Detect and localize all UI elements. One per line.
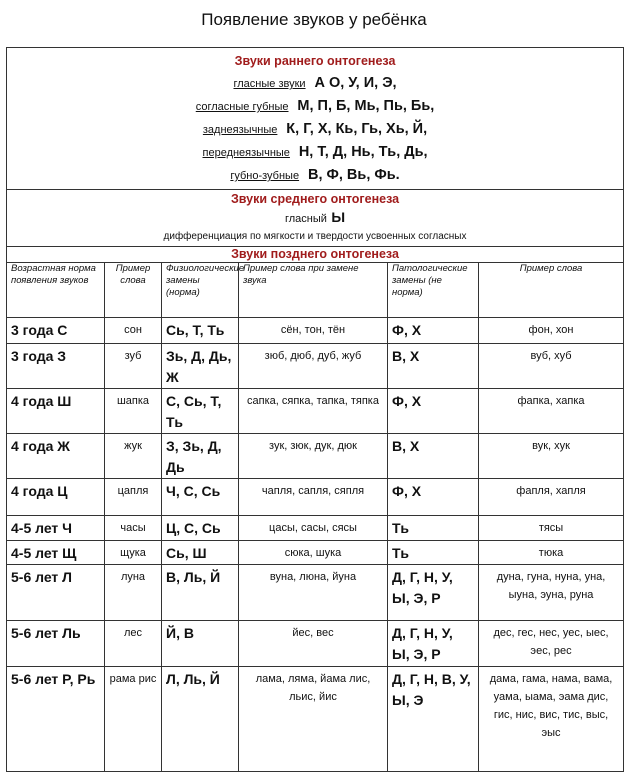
age-cell: 5-6 лет Ль: [7, 621, 105, 667]
early-line-sounds: А О, У, И, Э,: [314, 75, 397, 91]
physiological-cell: Сь, Т, Ть: [162, 318, 239, 344]
pathological-cell: Ть: [388, 516, 479, 541]
pathological-example-cell: фапля, хапля: [479, 479, 624, 516]
physiological-cell: Ч, С, Сь: [162, 479, 239, 516]
pathological-cell: Д, Г, Н, У, Ы, Э, Р: [388, 621, 479, 667]
age-cell: 4-5 лет Ч: [7, 516, 105, 541]
physiological-cell: Й, В: [162, 621, 239, 667]
pathological-example-cell: фон, хон: [479, 318, 624, 344]
physiological-example-cell: сюка, шука: [239, 541, 388, 565]
early-line-sounds: В, Ф, Вь, Фь.: [307, 167, 400, 183]
example-cell: лес: [105, 621, 162, 667]
table-row: [7, 434, 624, 479]
age-cell: 4 года Ц: [7, 479, 105, 516]
example-cell: луна: [105, 565, 162, 621]
early-line-sounds: К, Г, Х, Кь, Гь, Хь, Й,: [286, 121, 428, 137]
example-cell: шапка: [105, 389, 162, 434]
pathological-example-cell: вук, хук: [479, 434, 624, 479]
age-cell: 4 года Ш: [7, 389, 105, 434]
early-line-label: губно-зубные: [230, 170, 300, 182]
physiological-cell: Сь, Ш: [162, 541, 239, 565]
early-line-label: согласные губные: [195, 101, 289, 113]
table-row: [7, 318, 624, 344]
pathological-cell: Ть: [388, 541, 479, 565]
example-cell: зуб: [105, 344, 162, 389]
table-row: [7, 479, 624, 516]
column-header: Пример слова при замене звука: [239, 263, 388, 318]
table-row: [7, 389, 624, 434]
pathological-example-cell: дуна, гуна, нуна, уна, ыуна, эуна, руна: [479, 565, 624, 621]
physiological-cell: Зь, Д, Дь, Ж: [162, 344, 239, 389]
late-heading-row: [7, 247, 624, 263]
column-header: Патологические замены (не норма): [388, 263, 479, 318]
example-cell: цапля: [105, 479, 162, 516]
early-line: [11, 95, 619, 118]
physiological-example-cell: сён, тон, тён: [239, 318, 388, 344]
middle-heading: Звуки среднего онтогенеза: [230, 192, 400, 206]
physiological-example-cell: вуна, люна, йуна: [239, 565, 388, 621]
late-rows: [7, 318, 624, 772]
early-line-label: заднеязычные: [202, 124, 278, 136]
physiological-example-cell: лама, ляма, йама лис, льис, йис: [239, 667, 388, 772]
early-section: [7, 48, 624, 190]
early-line-label: гласные звуки: [233, 78, 306, 90]
early-line: [11, 141, 619, 164]
middle-section: [7, 190, 624, 247]
example-cell: часы: [105, 516, 162, 541]
physiological-cell: З, Зь, Д, Дь: [162, 434, 239, 479]
table-row: [7, 565, 624, 621]
early-line-sounds: М, П, Б, Мь, Пь, Бь,: [297, 98, 435, 114]
physiological-cell: Л, Ль, Й: [162, 667, 239, 772]
age-cell: 5-6 лет Л: [7, 565, 105, 621]
early-heading: Звуки раннего онтогенеза: [234, 54, 396, 68]
early-line-label: переднеязычные: [202, 147, 290, 159]
early-line: [11, 72, 619, 95]
example-cell: щука: [105, 541, 162, 565]
early-line: [11, 118, 619, 141]
column-header: Физиологические замены (норма): [162, 263, 239, 318]
physiological-cell: Ц, С, Сь: [162, 516, 239, 541]
table-row: [7, 516, 624, 541]
age-cell: 3 года З: [7, 344, 105, 389]
pathological-cell: В, Х: [388, 344, 479, 389]
late-heading: Звуки позднего онтогенеза: [7, 247, 624, 263]
physiological-cell: В, Ль, Й: [162, 565, 239, 621]
physiological-example-cell: зук, зюк, дук, дюк: [239, 434, 388, 479]
pathological-cell: В, Х: [388, 434, 479, 479]
page-title: Появление звуков у ребёнка: [201, 10, 427, 29]
physiological-example-cell: чапля, сапля, сяпля: [239, 479, 388, 516]
pathological-example-cell: дама, гама, нама, вама, уама, ыама, эама дис, гис, нис, вис, тис, выс, эыс: [479, 667, 624, 772]
pathological-example-cell: тясы: [479, 516, 624, 541]
table-row: [7, 344, 624, 389]
table-row: [7, 667, 624, 772]
age-cell: 4 года Ж: [7, 434, 105, 479]
physiological-example-cell: сапка, сяпка, тапка, тяпка: [239, 389, 388, 434]
column-header: Пример слова: [105, 263, 162, 318]
pathological-cell: Ф, Х: [388, 479, 479, 516]
pathological-example-cell: вуб, хуб: [479, 344, 624, 389]
example-cell: сон: [105, 318, 162, 344]
physiological-example-cell: цасы, сасы, сясы: [239, 516, 388, 541]
physiological-example-cell: зюб, дюб, дуб, жуб: [239, 344, 388, 389]
table-row: [7, 621, 624, 667]
example-cell: жук: [105, 434, 162, 479]
middle-note: дифференциация по мягкости и твердости усвоенных согласных: [163, 231, 467, 242]
example-cell: рама рис: [105, 667, 162, 772]
sounds-table: [6, 47, 624, 772]
pathological-example-cell: фапка, хапка: [479, 389, 624, 434]
early-lines: [11, 72, 619, 187]
physiological-cell: С, Сь, Т, Ть: [162, 389, 239, 434]
middle-sound: Ы: [331, 209, 346, 225]
column-header-row: [7, 263, 624, 318]
pathological-cell: Ф, Х: [388, 318, 479, 344]
pathological-cell: Д, Г, Н, В, У, Ы, Э: [388, 667, 479, 772]
pathological-example-cell: дес, гес, нес, уес, ыес, эес, рес: [479, 621, 624, 667]
pathological-cell: Д, Г, Н, У, Ы, Э, Р: [388, 565, 479, 621]
age-cell: 5-6 лет Р, Рь: [7, 667, 105, 772]
column-header: Пример слова: [479, 263, 624, 318]
table-row: [7, 541, 624, 565]
physiological-example-cell: йес, вес: [239, 621, 388, 667]
early-line: [11, 164, 619, 187]
age-cell: 4-5 лет Щ: [7, 541, 105, 565]
age-cell: 3 года С: [7, 318, 105, 344]
early-line-sounds: Н, Т, Д, Нь, Ть, Дь,: [298, 144, 428, 160]
column-header: Возрастная норма появления звуков: [7, 263, 105, 318]
pathological-example-cell: тюка: [479, 541, 624, 565]
middle-label: гласный: [284, 213, 327, 225]
pathological-cell: Ф, Х: [388, 389, 479, 434]
